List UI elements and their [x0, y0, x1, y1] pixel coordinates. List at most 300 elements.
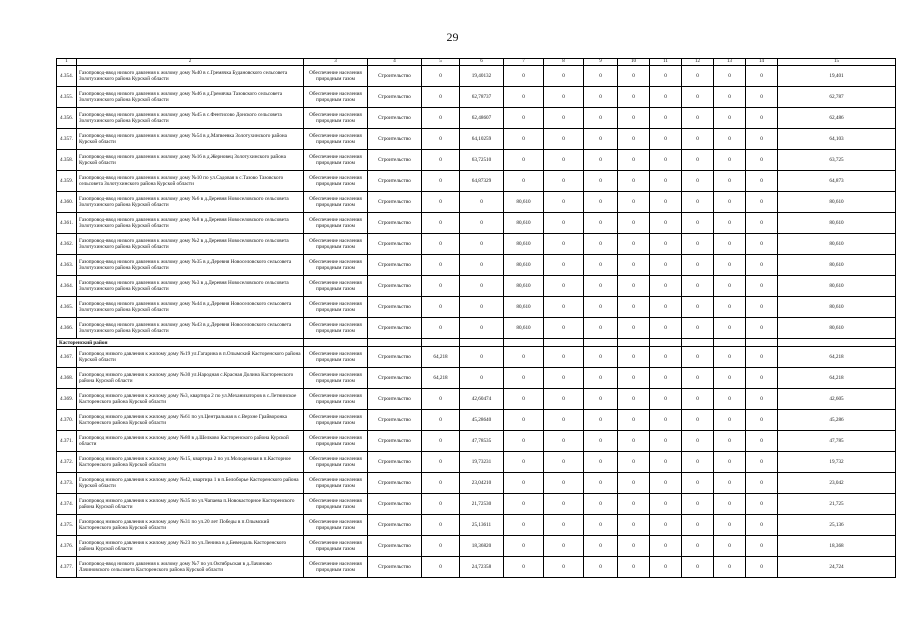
year-value: 80,610	[504, 192, 544, 213]
work-type-cell: Строительство	[368, 318, 422, 339]
object-name: Газопровод низкого давления к жилому дому №61 по ул.Центральная в с.Верхне Грайворонка Касторенского района Курской области	[77, 410, 304, 431]
total-value: 47,785	[778, 431, 896, 452]
year-value: 0	[746, 318, 778, 339]
table-row	[57, 536, 896, 557]
year-value: 0	[422, 171, 460, 192]
object-name: Газопровод-ввод низкого давления к жилому дому №6 в д.Деревня Новоселовского сельсовета Золотухинского района Курской области	[77, 192, 304, 213]
column-header: 6	[460, 59, 504, 66]
year-value: 0	[504, 494, 544, 515]
year-value: 0	[682, 255, 714, 276]
purpose-cell: Обеспечение населения природным газом	[304, 276, 368, 297]
column-header: 5	[422, 59, 460, 66]
year-value: 0	[422, 108, 460, 129]
total-value: 21,725	[778, 494, 896, 515]
year-value: 0	[618, 452, 650, 473]
item-number: 4.373.	[57, 473, 77, 494]
year-value: 0	[544, 318, 584, 339]
year-value: 0	[682, 536, 714, 557]
year-value: 0	[504, 368, 544, 389]
purpose-cell: Обеспечение населения природным газом	[304, 347, 368, 368]
year-value: 0	[504, 171, 544, 192]
year-value: 0	[504, 150, 544, 171]
year-value: 0	[746, 108, 778, 129]
year-value: 64,218	[422, 347, 460, 368]
table-row	[57, 452, 896, 473]
year-value: 0	[544, 431, 584, 452]
year-value: 0	[714, 515, 746, 536]
table-row	[57, 318, 896, 339]
item-number: 4.366.	[57, 318, 77, 339]
empty-cell	[544, 339, 584, 347]
purpose-cell: Обеспечение населения природным газом	[304, 171, 368, 192]
table-row	[57, 255, 896, 276]
item-number: 4.375.	[57, 515, 77, 536]
item-number: 4.362.	[57, 234, 77, 255]
column-header: 9	[584, 59, 618, 66]
work-type-cell: Строительство	[368, 347, 422, 368]
item-number: 4.357.	[57, 129, 77, 150]
year-value: 0	[584, 255, 618, 276]
purpose-cell: Обеспечение населения природным газом	[304, 431, 368, 452]
table-row	[57, 297, 896, 318]
year-value: 0	[682, 318, 714, 339]
year-value: 0	[618, 87, 650, 108]
year-value: 0	[618, 297, 650, 318]
year-value: 62,78737	[460, 87, 504, 108]
year-value: 0	[460, 297, 504, 318]
work-type-cell: Строительство	[368, 515, 422, 536]
object-name: Газопровод низкого давления к жилому дому №80 в д.Шелково Касторенского района Курской области	[77, 431, 304, 452]
year-value: 0	[714, 473, 746, 494]
purpose-cell: Обеспечение населения природным газом	[304, 213, 368, 234]
object-name: Газопровод-ввод низкого давления к жилому дому №2 в д.Деревня Новоселовского сельсовета Золотухинского района Курской области	[77, 234, 304, 255]
work-type-cell: Строительство	[368, 410, 422, 431]
year-value: 0	[650, 389, 682, 410]
year-value: 0	[650, 255, 682, 276]
year-value: 42,60474	[460, 389, 504, 410]
year-value: 0	[650, 87, 682, 108]
work-type-cell: Строительство	[368, 213, 422, 234]
year-value: 0	[746, 536, 778, 557]
object-name: Газопровод-ввод низкого давления к жилому дому №44 в д.Деревня Новоселовского сельсовета Золотухинского района Курской области	[77, 297, 304, 318]
column-header: 14	[746, 59, 778, 66]
empty-cell	[714, 339, 746, 347]
work-type-cell: Строительство	[368, 276, 422, 297]
table-row	[57, 66, 896, 87]
year-value: 0	[682, 557, 714, 578]
table-row	[57, 557, 896, 578]
year-value: 0	[422, 473, 460, 494]
year-value: 0	[504, 389, 544, 410]
year-value: 80,610	[504, 276, 544, 297]
year-value: 0	[584, 389, 618, 410]
year-value: 0	[746, 347, 778, 368]
year-value: 0	[422, 129, 460, 150]
work-type-cell: Строительство	[368, 473, 422, 494]
year-value: 0	[422, 431, 460, 452]
year-value: 0	[682, 389, 714, 410]
year-value: 0	[504, 87, 544, 108]
year-value: 0	[504, 129, 544, 150]
year-value: 21,72530	[460, 494, 504, 515]
table-row	[57, 347, 896, 368]
work-type-cell: Строительство	[368, 536, 422, 557]
year-value: 0	[746, 410, 778, 431]
object-name: Газопровод низкого давления к жилому дому №19 ул.Гагарина в п.Олымский Касторенского района Курской области	[77, 347, 304, 368]
year-value: 0	[682, 515, 714, 536]
column-header: 12	[682, 59, 714, 66]
year-value: 0	[746, 129, 778, 150]
column-header: 3	[304, 59, 368, 66]
year-value: 0	[584, 66, 618, 87]
purpose-cell: Обеспечение населения природным газом	[304, 108, 368, 129]
year-value: 0	[650, 66, 682, 87]
year-value: 0	[746, 171, 778, 192]
year-value: 0	[544, 536, 584, 557]
year-value: 0	[650, 347, 682, 368]
year-value: 0	[584, 276, 618, 297]
year-value: 0	[650, 171, 682, 192]
section-row	[57, 339, 896, 347]
year-value: 0	[584, 452, 618, 473]
purpose-cell: Обеспечение населения природным газом	[304, 494, 368, 515]
year-value: 0	[422, 410, 460, 431]
total-value: 64,218	[778, 368, 896, 389]
year-value: 0	[544, 66, 584, 87]
year-value: 0	[504, 108, 544, 129]
empty-cell	[618, 339, 650, 347]
purpose-cell: Обеспечение населения природным газом	[304, 389, 368, 410]
empty-cell	[584, 339, 618, 347]
purpose-cell: Обеспечение населения природным газом	[304, 150, 368, 171]
purpose-cell: Обеспечение населения природным газом	[304, 410, 368, 431]
year-value: 0	[422, 234, 460, 255]
year-value: 0	[746, 452, 778, 473]
year-value: 0	[746, 276, 778, 297]
work-type-cell: Строительство	[368, 129, 422, 150]
item-number: 4.368.	[57, 368, 77, 389]
year-value: 0	[650, 368, 682, 389]
year-value: 0	[650, 213, 682, 234]
table-row	[57, 494, 896, 515]
header-row	[57, 59, 896, 66]
year-value: 0	[682, 297, 714, 318]
purpose-cell: Обеспечение населения природным газом	[304, 557, 368, 578]
total-value: 80,610	[778, 213, 896, 234]
work-type-cell: Строительство	[368, 557, 422, 578]
total-value: 80,610	[778, 192, 896, 213]
purpose-cell: Обеспечение населения природным газом	[304, 66, 368, 87]
year-value: 0	[422, 452, 460, 473]
object-name: Газопровод-ввод низкого давления к жилому дому №3 в д.Деревня Новоселовского сельсовета Золотухинского района Курской области	[77, 276, 304, 297]
year-value: 0	[714, 431, 746, 452]
empty-cell	[778, 339, 896, 347]
year-value: 80,610	[504, 213, 544, 234]
year-value: 0	[544, 129, 584, 150]
item-number: 4.374.	[57, 494, 77, 515]
total-value: 45,286	[778, 410, 896, 431]
year-value: 0	[422, 297, 460, 318]
year-value: 0	[682, 108, 714, 129]
year-value: 0	[714, 66, 746, 87]
year-value: 0	[422, 150, 460, 171]
year-value: 0	[650, 192, 682, 213]
year-value: 0	[422, 557, 460, 578]
year-value: 0	[544, 557, 584, 578]
year-value: 0	[544, 108, 584, 129]
year-value: 0	[618, 515, 650, 536]
year-value: 0	[618, 347, 650, 368]
year-value: 24,72358	[460, 557, 504, 578]
total-value: 42,605	[778, 389, 896, 410]
empty-cell	[746, 339, 778, 347]
total-value: 63,725	[778, 150, 896, 171]
column-header: 4	[368, 59, 422, 66]
column-header: 7	[504, 59, 544, 66]
work-type-cell: Строительство	[368, 234, 422, 255]
year-value: 0	[422, 494, 460, 515]
year-value: 0	[682, 410, 714, 431]
year-value: 0	[714, 347, 746, 368]
year-value: 0	[714, 87, 746, 108]
item-number: 4.356.	[57, 108, 77, 129]
year-value: 0	[544, 494, 584, 515]
total-value: 64,103	[778, 129, 896, 150]
year-value: 0	[584, 234, 618, 255]
item-number: 4.360.	[57, 192, 77, 213]
total-value: 24,724	[778, 557, 896, 578]
year-value: 0	[746, 87, 778, 108]
year-value: 0	[746, 473, 778, 494]
column-header: 2	[77, 59, 304, 66]
year-value: 0	[618, 494, 650, 515]
year-value: 0	[504, 431, 544, 452]
purpose-cell: Обеспечение населения природным газом	[304, 192, 368, 213]
year-value: 0	[682, 347, 714, 368]
table-row	[57, 368, 896, 389]
work-type-cell: Строительство	[368, 171, 422, 192]
total-value: 80,610	[778, 276, 896, 297]
year-value: 0	[584, 410, 618, 431]
year-value: 0	[714, 318, 746, 339]
work-type-cell: Строительство	[368, 192, 422, 213]
table-row	[57, 473, 896, 494]
year-value: 0	[460, 347, 504, 368]
year-value: 80,610	[504, 318, 544, 339]
year-value: 0	[618, 213, 650, 234]
year-value: 0	[618, 234, 650, 255]
year-value: 0	[746, 389, 778, 410]
object-name: Газопровод-ввод низкого давления к жилому дому №46 в д.Гремячка Тазовского сельсовета Золотухинского района Курской области	[77, 87, 304, 108]
total-value: 19,401	[778, 66, 896, 87]
year-value: 0	[682, 494, 714, 515]
total-value: 23,042	[778, 473, 896, 494]
year-value: 0	[584, 297, 618, 318]
year-value: 0	[422, 536, 460, 557]
year-value: 0	[650, 536, 682, 557]
year-value: 0	[618, 557, 650, 578]
total-value: 80,610	[778, 297, 896, 318]
table-row	[57, 171, 896, 192]
work-type-cell: Строительство	[368, 66, 422, 87]
object-name: Газопровод-ввод низкого давления к жилому дому №10 по ул.Садовая в с.Тазово Тазовского сельсовета Золотухинского района Курской области	[77, 171, 304, 192]
item-number: 4.364.	[57, 276, 77, 297]
total-value: 80,610	[778, 234, 896, 255]
total-value: 62,486	[778, 108, 896, 129]
year-value: 0	[460, 255, 504, 276]
year-value: 0	[714, 410, 746, 431]
year-value: 0	[746, 368, 778, 389]
year-value: 0	[746, 297, 778, 318]
object-name: Газопровод низкого давления к жилому дому №23 по ул.Ленина в д.Бевендаль Касторенского района Курской области	[77, 536, 304, 557]
table-row	[57, 150, 896, 171]
year-value: 0	[544, 368, 584, 389]
year-value: 0	[422, 213, 460, 234]
work-type-cell: Строительство	[368, 87, 422, 108]
item-number: 4.377.	[57, 557, 77, 578]
year-value: 47,78535	[460, 431, 504, 452]
total-value: 19,732	[778, 452, 896, 473]
item-number: 4.367.	[57, 347, 77, 368]
object-name: Газопровод-ввод низкого давления к жилому дому №45 в с.Фентисово Донского сельсовета Золотухинского района Курской области	[77, 108, 304, 129]
year-value: 0	[584, 108, 618, 129]
item-number: 4.369.	[57, 389, 77, 410]
year-value: 0	[618, 536, 650, 557]
year-value: 0	[618, 150, 650, 171]
year-value: 0	[584, 318, 618, 339]
year-value: 0	[650, 234, 682, 255]
year-value: 0	[618, 66, 650, 87]
year-value: 0	[618, 255, 650, 276]
year-value: 0	[682, 192, 714, 213]
year-value: 0	[460, 276, 504, 297]
year-value: 0	[714, 192, 746, 213]
year-value: 0	[504, 536, 544, 557]
year-value: 0	[682, 129, 714, 150]
item-number: 4.371.	[57, 431, 77, 452]
year-value: 0	[504, 66, 544, 87]
object-name: Газопровод-ввод низкого давления к жилому дому №35 в д.Деревня Новоселовского сельсовета Золотухинского района Курской области	[77, 255, 304, 276]
year-value: 0	[584, 347, 618, 368]
year-value: 0	[584, 473, 618, 494]
year-value: 0	[504, 452, 544, 473]
page-number: 29	[446, 30, 459, 44]
year-value: 18,36820	[460, 536, 504, 557]
year-value: 62,48607	[460, 108, 504, 129]
year-value: 0	[650, 108, 682, 129]
work-type-cell: Строительство	[368, 297, 422, 318]
year-value: 0	[544, 452, 584, 473]
total-value: 64,218	[778, 347, 896, 368]
year-value: 0	[714, 234, 746, 255]
empty-cell	[682, 339, 714, 347]
item-number: 4.359.	[57, 171, 77, 192]
year-value: 0	[504, 347, 544, 368]
year-value: 0	[422, 276, 460, 297]
year-value: 0	[714, 171, 746, 192]
empty-cell	[504, 339, 544, 347]
year-value: 0	[650, 431, 682, 452]
work-type-cell: Строительство	[368, 389, 422, 410]
year-value: 0	[714, 368, 746, 389]
year-value: 0	[544, 150, 584, 171]
work-type-cell: Строительство	[368, 452, 422, 473]
year-value: 0	[504, 515, 544, 536]
year-value: 0	[504, 557, 544, 578]
year-value: 23,04210	[460, 473, 504, 494]
column-header: 11	[650, 59, 682, 66]
column-header: 8	[544, 59, 584, 66]
purpose-cell: Обеспечение населения природным газом	[304, 255, 368, 276]
table-row	[57, 410, 896, 431]
year-value: 0	[422, 255, 460, 276]
year-value: 0	[746, 66, 778, 87]
year-value: 0	[714, 255, 746, 276]
year-value: 0	[618, 192, 650, 213]
purpose-cell: Обеспечение населения природным газом	[304, 515, 368, 536]
purpose-cell: Обеспечение населения природным газом	[304, 297, 368, 318]
column-header: 15	[778, 59, 896, 66]
year-value: 0	[682, 368, 714, 389]
year-value: 0	[544, 410, 584, 431]
year-value: 0	[682, 234, 714, 255]
total-value: 18,368	[778, 536, 896, 557]
year-value: 80,610	[504, 255, 544, 276]
year-value: 0	[714, 389, 746, 410]
year-value: 0	[682, 87, 714, 108]
work-type-cell: Строительство	[368, 494, 422, 515]
year-value: 0	[460, 368, 504, 389]
year-value: 0	[460, 234, 504, 255]
year-value: 0	[618, 108, 650, 129]
table-body	[57, 59, 896, 578]
year-value: 0	[746, 192, 778, 213]
year-value: 0	[714, 150, 746, 171]
work-type-cell: Строительство	[368, 108, 422, 129]
year-value: 0	[422, 389, 460, 410]
year-value: 0	[618, 318, 650, 339]
year-value: 0	[650, 410, 682, 431]
year-value: 0	[650, 494, 682, 515]
year-value: 0	[544, 515, 584, 536]
year-value: 0	[504, 473, 544, 494]
year-value: 80,610	[504, 297, 544, 318]
year-value: 0	[746, 150, 778, 171]
year-value: 0	[422, 87, 460, 108]
year-value: 0	[714, 494, 746, 515]
year-value: 0	[504, 410, 544, 431]
empty-cell	[304, 339, 368, 347]
item-number: 4.363.	[57, 255, 77, 276]
year-value: 0	[714, 297, 746, 318]
year-value: 64,10259	[460, 129, 504, 150]
item-number: 4.372.	[57, 452, 77, 473]
year-value: 64,87329	[460, 171, 504, 192]
object-name: Газопровод-ввод низкого давления к жилому дому №54 в д.Матвеевка Золотухинского района Курской области	[77, 129, 304, 150]
year-value: 0	[650, 318, 682, 339]
year-value: 0	[682, 150, 714, 171]
year-value: 0	[544, 297, 584, 318]
year-value: 0	[746, 494, 778, 515]
year-value: 0	[584, 431, 618, 452]
purpose-cell: Обеспечение населения природным газом	[304, 234, 368, 255]
object-name: Газопровод низкого давления к жилому дому №31 по ул.20 лет Победы в п.Олымский Касторенского района Курской области	[77, 515, 304, 536]
column-header: 10	[618, 59, 650, 66]
object-name: Газопровод низкого давления к жилому дому №3, квартира 2 по ул.Механизаторов в с.Летнинское Касторенского района Курской области	[77, 389, 304, 410]
purpose-cell: Обеспечение населения природным газом	[304, 536, 368, 557]
year-value: 0	[746, 515, 778, 536]
work-type-cell: Строительство	[368, 368, 422, 389]
